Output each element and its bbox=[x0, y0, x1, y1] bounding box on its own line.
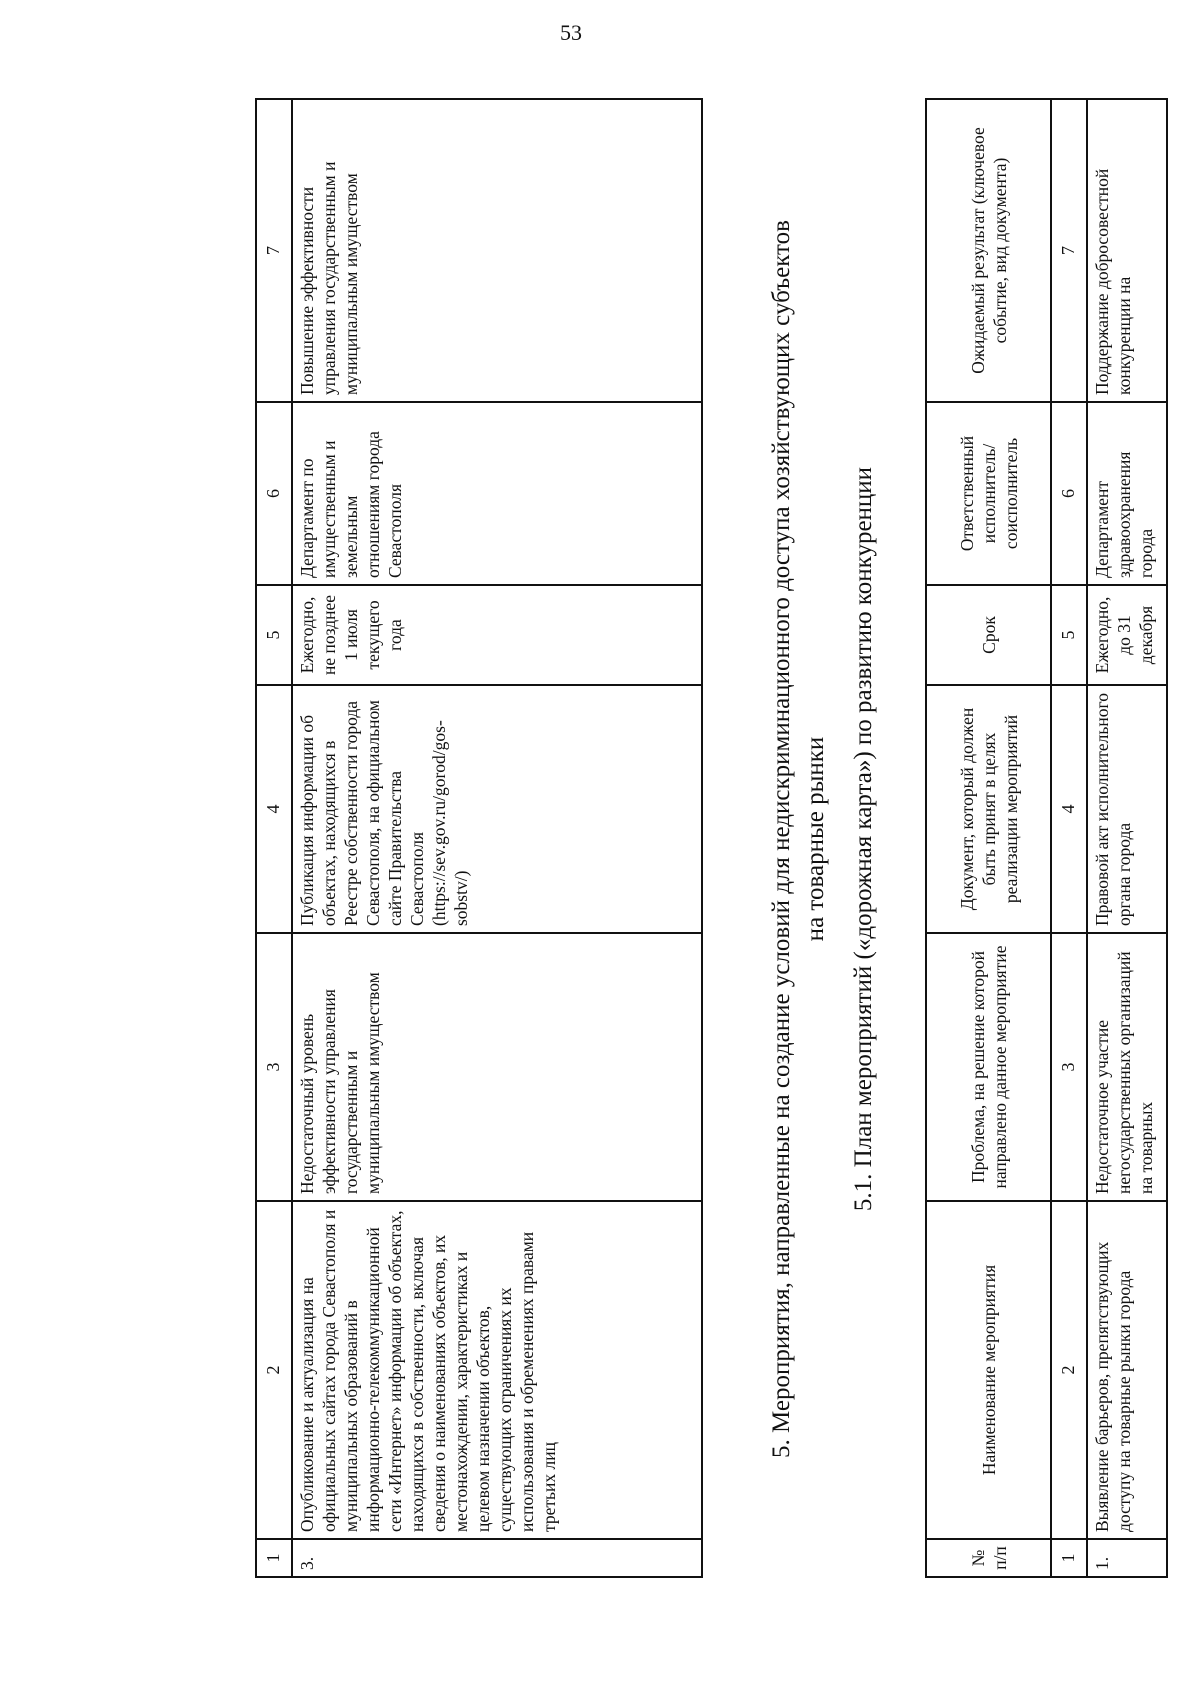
header-row bbox=[926, 99, 1051, 1577]
row-number: 1. bbox=[1087, 1539, 1167, 1577]
subsection-heading: 5.1. План мероприятий («дорожная карта») по развитию конкуренции bbox=[850, 466, 877, 1212]
header-deadline: Срок bbox=[926, 585, 1051, 685]
column-number: 2 bbox=[1051, 1201, 1087, 1539]
document-text: Публикация информации об объектах, находящихся в Реестре собственности города Севастополя, на официальном сайте Правительства Севастополя (https://sev.gov.ru/gorod/gos-sobstv/) bbox=[292, 685, 702, 933]
column-number: 7 bbox=[1051, 99, 1087, 402]
measure-name: Опубликование и актуализация на официальных сайтах города Севастополя и муниципальных образований в информационно-телекоммуникационной сети «Интернет» информации об объектах, находящихся в собственности, включая сведения о наименованиях объектов, их местонахождении, характеристиках и целевом назначении объектов, существующих ограничениях их использования и обременениях правами третьих лиц bbox=[292, 1201, 702, 1539]
column-number: 7 bbox=[256, 99, 292, 402]
problem-text: Недостаточное участие негосударственных организаций на товарных bbox=[1087, 933, 1167, 1201]
deadline-text: Ежегодно, не позднее 1 июля текущего года bbox=[292, 585, 702, 685]
executor-text: Департамент здравоохранения города bbox=[1087, 402, 1167, 585]
column-number: 3 bbox=[1051, 933, 1087, 1201]
measures-table-continued bbox=[255, 98, 703, 1578]
rotated-page-content bbox=[50, 48, 1156, 1648]
result-text: Повышение эффективности управления государственным и муниципальным имуществом bbox=[292, 99, 702, 402]
roadmap-table bbox=[925, 98, 1168, 1578]
page-number: 53 bbox=[560, 20, 582, 45]
column-number: 5 bbox=[1051, 585, 1087, 685]
column-number: 3 bbox=[256, 933, 292, 1201]
row-number: 3. bbox=[292, 1539, 702, 1577]
result-text: Поддержание добросовестной конкуренции на bbox=[1087, 99, 1167, 402]
deadline-text: Ежегодно, до 31 декабря bbox=[1087, 585, 1167, 685]
column-number: 5 bbox=[256, 585, 292, 685]
table-row bbox=[292, 99, 702, 1577]
column-number: 4 bbox=[1051, 685, 1087, 933]
column-number-row bbox=[256, 99, 292, 1577]
section-heading-continuation: на товарные рынки bbox=[802, 736, 829, 942]
header-executor: Ответственный исполнитель/ соисполнитель bbox=[926, 402, 1051, 585]
column-number: 1 bbox=[256, 1539, 292, 1577]
document-text: Правовой акт исполнительного органа города bbox=[1087, 685, 1167, 933]
measure-name: Выявление барьеров, препятствующих доступу на товарные рынки города bbox=[1087, 1201, 1167, 1539]
header-problem: Проблема, на решение которой направлено данное мероприятие bbox=[926, 933, 1051, 1201]
header-document: Документ, который должен быть принят в целях реализации мероприятий bbox=[926, 685, 1051, 933]
header-result: Ожидаемый результат (ключевое событие, вид документа) bbox=[926, 99, 1051, 402]
column-number-row bbox=[1051, 99, 1087, 1577]
executor-text: Департамент по имущественным и земельным отношениям города Севастополя bbox=[292, 402, 702, 585]
table-row bbox=[1087, 99, 1167, 1577]
column-number: 6 bbox=[256, 402, 292, 585]
column-number: 6 bbox=[1051, 402, 1087, 585]
column-number: 4 bbox=[256, 685, 292, 933]
column-number: 1 bbox=[1051, 1539, 1087, 1577]
header-name: Наименование мероприятия bbox=[926, 1201, 1051, 1539]
section-heading: 5. Мероприятия, направленные на создание условий для недискриминационного доступа хозяйствующих субъектов bbox=[768, 220, 795, 1458]
problem-text: Недостаточный уровень эффективности управления государственным и муниципальным имуществом bbox=[292, 933, 702, 1201]
header-num: № п/п bbox=[926, 1539, 1051, 1577]
column-number: 2 bbox=[256, 1201, 292, 1539]
